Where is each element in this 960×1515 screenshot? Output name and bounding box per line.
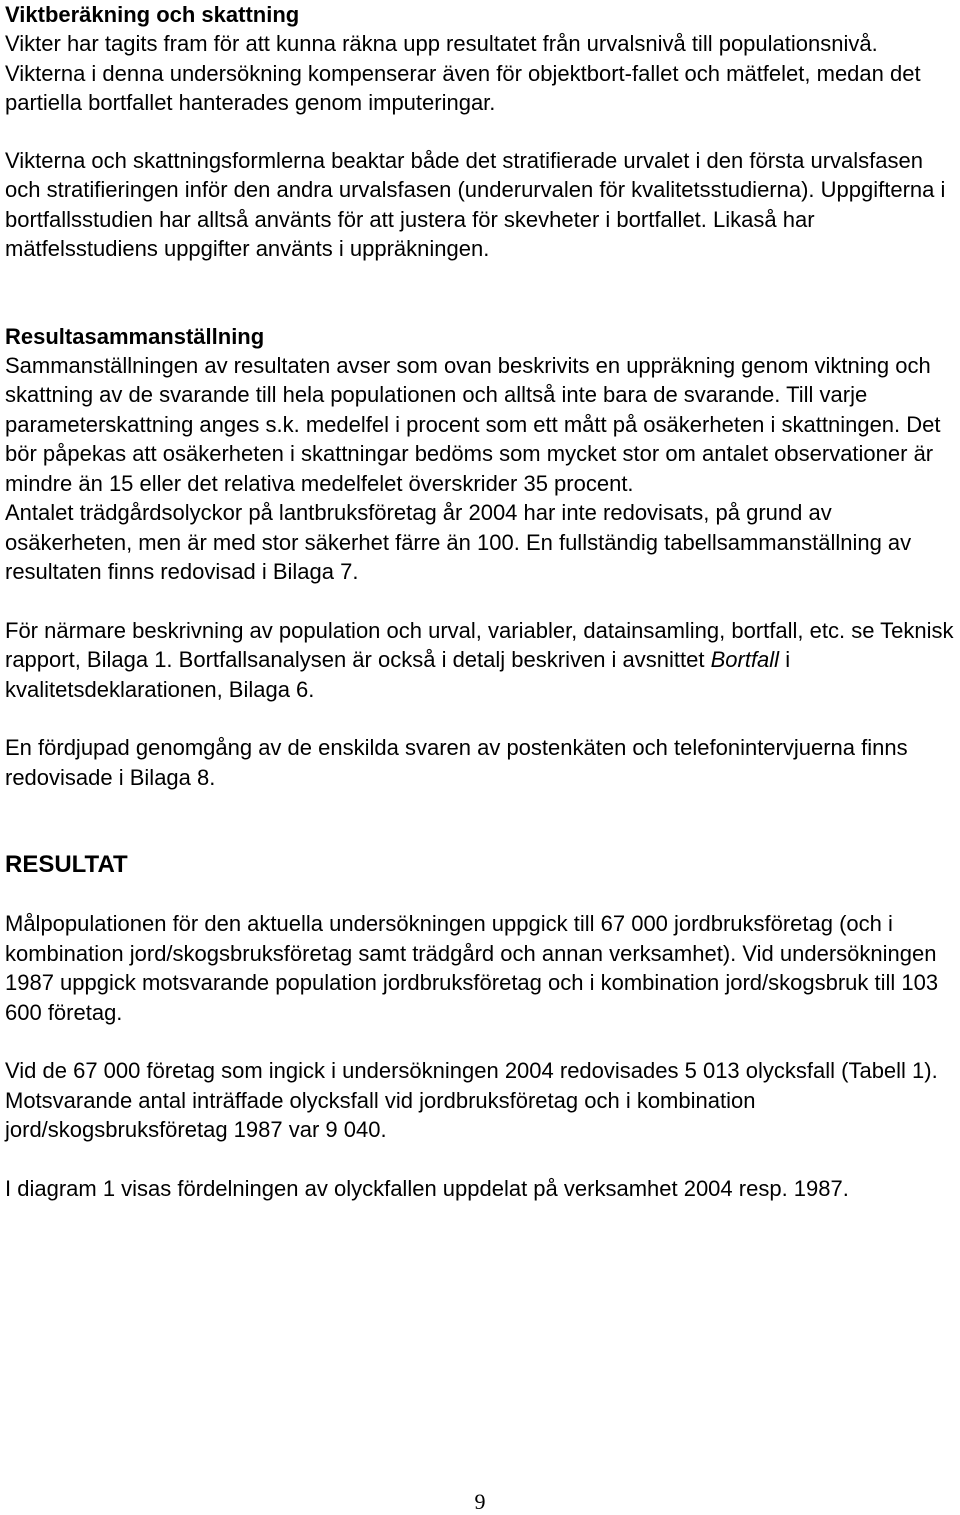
spacer — [5, 880, 955, 909]
document-page — [5, 0, 955, 1203]
spacer — [5, 264, 955, 322]
section-heading-results: RESULTAT — [5, 851, 128, 878]
spacer — [5, 1027, 955, 1056]
paragraph-weighting-2: Vikterna och skattningsformlerna beaktar både det stratifierade urvalet i den första urvalsfasen och stratifieringen inför den andra urvalsfasen (underurvalen för kvalitetsstudierna). Uppgifterna i bortfallsstudien har alltså använts för att justera för skevheter i bortfallet. Likaså har mätfelsstudiens uppgifter använts i uppräkningen. — [5, 147, 946, 261]
paragraph-summary-3 — [5, 616, 955, 705]
paragraph-summary-1: Sammanställningen av resultaten avser som ovan beskrivits en uppräkning genom viktning och skattning av de svarande till hela populationen och alltså inte bara de svarande. Till varje parameterskattning anges s.k. medelfel i procent som ett mått på osäkerheten i skattningen. Det bör påpekas att osäkerheten i skattningar bedöms som mycket stor om antalet observationer är mindre än 15 eller det relativa medelfelet överskrider 35 procent. — [5, 352, 941, 496]
spacer — [5, 118, 955, 146]
paragraph-weighting-1: Vikter har tagits fram för att kunna räkna upp resultatet från urvalsnivå till populationsnivå. Vikterna i denna undersökning kompenserar även för objektbort-fallet och mätfelet, medan det partiella bortfallet hanterades genom imputeringar. — [5, 31, 921, 115]
paragraph-results-3: I diagram 1 visas fördelningen av olyckfallen uppdelat på verksamhet 2004 resp. 1987. — [5, 1175, 849, 1201]
paragraph-summary-3-text-a: För närmare beskrivning av population och urval, variabler, datainsamling, bortfall, etc. se Teknisk rapport, Bilaga 1. Bortfallsanalysen är också i detalj beskriven i avsnittet — [5, 617, 954, 672]
paragraph-results-2: Vid de 67 000 företag som ingick i undersökningen 2004 redovisades 5 013 olycksfall (Tabell 1). Motsvarande antal inträffade olycksfall vid jordbruksföretag och i kombination jord/skogsbruksföretag 1987 var 9 040. — [5, 1058, 938, 1142]
paragraph-summary-3-italic: Bortfall — [710, 647, 780, 672]
paragraph-results-1: Målpopulationen för den aktuella undersökningen uppgick till 67 000 jordbruksföretag (och i kombination jord/skogsbruksföretag samt trädgård och annan verksamhet). Vid undersökningen 1987 uppgick motsvarande population jordbruksföretag och i kombination jord/skogsbruk till 103 600 företag. — [5, 911, 939, 1025]
spacer — [5, 587, 955, 616]
paragraph-summary-4: En fördjupad genomgång av de enskilda svaren av postenkäten och telefonintervjuerna finns redovisade i Bilaga 8. — [5, 735, 908, 790]
spacer — [5, 1145, 955, 1174]
paragraph-summary-3-text-b: i kvalitetsdeklarationen, Bilaga 6. — [5, 647, 791, 702]
paragraph-summary-2: Antalet trädgårdsolyckor på lantbruksföretag år 2004 har inte redovisats, på grund av osäkerheten, men är med stor säkerhet färre än 100. En fullständig tabellsammanställning av resultaten finns redovisad i Bilaga 7. — [5, 500, 912, 584]
page-number: 9 — [474, 1489, 486, 1514]
section-heading-weighting: Viktberäkning och skattning — [5, 2, 300, 27]
spacer — [5, 704, 955, 733]
spacer — [5, 792, 955, 850]
section-heading-summary: Resultasammanställning — [5, 323, 265, 349]
